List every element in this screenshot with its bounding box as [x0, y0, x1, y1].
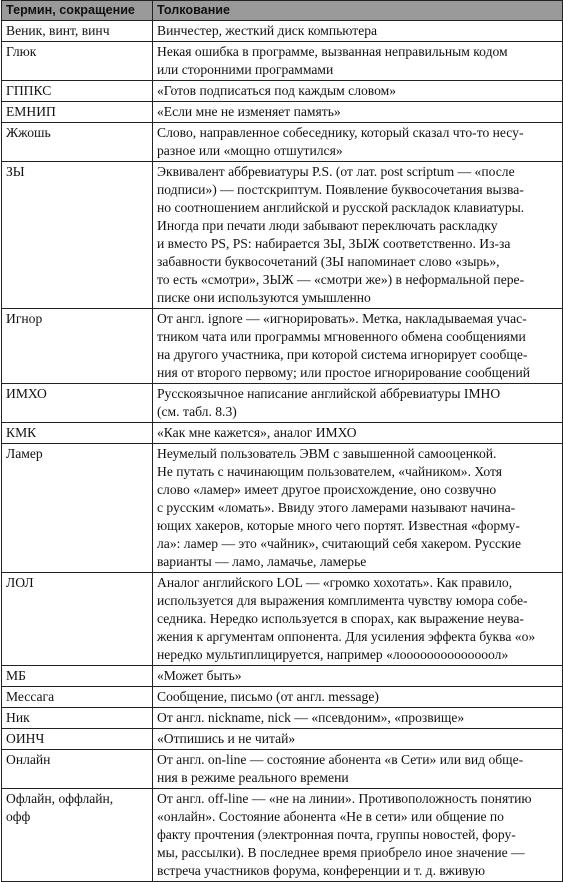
table-row	[2, 789, 563, 882]
definition-text: писке они используются умышленно	[157, 290, 371, 305]
table-row	[2, 123, 563, 162]
definition-cell	[153, 423, 563, 444]
term-cell	[2, 687, 153, 708]
table-row	[2, 102, 563, 123]
definition-text: слово «ламер» имеет другое происхождение, оно созвучно	[157, 482, 497, 497]
definition-text: Неумелый пользователь ЭВМ с завышенной самооценкой.	[157, 446, 497, 461]
term-cell	[2, 102, 153, 123]
table-row	[2, 708, 563, 729]
term-text: Ник	[6, 710, 30, 725]
definition-cell	[153, 573, 563, 666]
definition-cell	[153, 666, 563, 687]
table-row	[2, 81, 563, 102]
definition-text: ния от второго первому; или простое игнорирование сообщений	[157, 365, 531, 380]
definition-cell	[153, 81, 563, 102]
term-cell	[2, 42, 153, 81]
definition-text: мы, рассылки). В последнее время приобрело иное значение —	[157, 845, 525, 860]
term-text: Веник, винт, винч	[6, 23, 110, 38]
table-row	[2, 444, 563, 573]
definition-text: Слово, направленное собеседнику, который сказал что-то несу-	[157, 125, 524, 140]
table-row	[2, 666, 563, 687]
table-row	[2, 423, 563, 444]
term-cell	[2, 309, 153, 384]
definition-text: От англ. nickname, nick — «псевдоним», «прозвище»	[157, 710, 465, 725]
definition-cell	[153, 123, 563, 162]
definition-text: забавности буквосочетаний (ЗЫ напоминает слово «зырь»,	[157, 254, 500, 269]
definition-text: нередко мультиплицируется, например «лоооооооооооооол»	[157, 647, 509, 662]
term-text: офф	[6, 809, 31, 824]
definition-text: Эквивалент аббревиатуры P.S. (от лат. post scriptum — «после	[157, 164, 515, 179]
definition-text: факту прочтения (электронная почта, группы новостей, фору-	[157, 827, 516, 842]
definition-text: встреча участников форума, конференции и т. д. вживую	[157, 863, 485, 878]
term-cell	[2, 729, 153, 750]
term-text: Онлайн	[6, 752, 51, 767]
definition-text: Русскоязычное написание английской аббревиатуры IMHO	[157, 386, 501, 401]
definition-text: Аналог английского LOL — «громко хохотать». Как правило,	[157, 575, 513, 590]
term-text: Офлайн, оффлайн,	[6, 791, 114, 806]
term-text: ОИНЧ	[6, 731, 45, 746]
term-cell	[2, 573, 153, 666]
definition-text: то есть «смотри», ЗЫЖ — «смотри же») в неформальной пере-	[157, 272, 525, 287]
definition-text: используется для выражения комплимента чувству юмора собе-	[157, 593, 528, 608]
term-text: Глюк	[6, 44, 37, 59]
definition-cell	[153, 42, 563, 81]
term-text: ИМХО	[6, 386, 47, 401]
table-row	[2, 309, 563, 384]
definition-text: От англ. off-line — «не на линии». Противоположность понятию	[157, 791, 532, 806]
table-header-row	[2, 1, 563, 21]
term-text: Игнор	[6, 311, 43, 326]
definition-text: Иногда при печати люди забывают переключать раскладку	[157, 218, 498, 233]
definition-text: От англ. ignore — «игнорировать». Метка, накладываемая учас-	[157, 311, 527, 326]
definition-text: «Отпишись и не читай»	[157, 731, 296, 746]
definition-cell	[153, 789, 563, 882]
definition-text: тником чата или программы мгновенного обмена сообщениями	[157, 329, 526, 344]
definition-text: варианты — ламо, ламачье, ламерье	[157, 554, 367, 569]
definition-text: жения к аргументам оппонента. Для усиления эффекта буква «о»	[157, 629, 536, 644]
term-text: МБ	[6, 668, 26, 683]
definition-text: (см. табл. 8.3)	[157, 404, 237, 419]
definition-text: на другого участника, при которой система игнорирует сообще-	[157, 347, 528, 362]
table-row	[2, 750, 563, 789]
table-row	[2, 729, 563, 750]
definition-cell	[153, 162, 563, 309]
term-cell	[2, 384, 153, 423]
definition-text: с русским «ломать». Ввиду этого ламерами называют начина-	[157, 500, 516, 515]
header-definition: Толкование	[153, 1, 563, 21]
definition-text: «Как мне кажется», аналог ИМХО	[157, 425, 357, 440]
term-text: Ламер	[6, 446, 43, 461]
table-row	[2, 21, 563, 42]
table-row	[2, 687, 563, 708]
term-text: ЗЫ	[6, 164, 25, 179]
term-text: ЛОЛ	[6, 575, 34, 590]
definition-cell	[153, 729, 563, 750]
definition-cell	[153, 384, 563, 423]
table-row	[2, 162, 563, 309]
definition-cell	[153, 750, 563, 789]
term-text: КМК	[6, 425, 37, 440]
definition-cell	[153, 21, 563, 42]
term-text: ГППКС	[6, 83, 52, 98]
definition-text: «Может быть»	[157, 668, 242, 683]
term-cell	[2, 444, 153, 573]
definition-text: Некая ошибка в программе, вызванная неправильным кодом	[157, 44, 508, 59]
definition-text: Сообщение, письмо (от англ. message)	[157, 689, 379, 704]
definition-text: подписи») — постскриптум. Появление буквосочетания вызва-	[157, 182, 524, 197]
header-term: Термин, сокращение	[2, 1, 153, 21]
term-cell	[2, 21, 153, 42]
definition-text: ния в режиме реального времени	[157, 770, 349, 785]
terms-table	[1, 0, 563, 882]
table-row	[2, 42, 563, 81]
term-cell	[2, 708, 153, 729]
definition-text: Винчестер, жесткий диск компьютера	[157, 23, 378, 38]
definition-text: «Если мне не изменяет память»	[157, 104, 341, 119]
definition-text: Не путать с начинающим пользователем, «чайником». Хотя	[157, 464, 502, 479]
definition-text: «онлайн». Состояние абонента «Не в сети» или общение по	[157, 809, 504, 824]
term-cell	[2, 162, 153, 309]
definition-text: седника. Нередко используется в спорах, как выражение неува-	[157, 611, 524, 626]
table-row	[2, 384, 563, 423]
definition-text: «Готов подписаться под каждым словом»	[157, 83, 397, 98]
term-cell	[2, 123, 153, 162]
definition-text: но соотношением английской и русской раскладок клавиатуры.	[157, 200, 525, 215]
term-cell	[2, 81, 153, 102]
term-cell	[2, 789, 153, 882]
definition-text: ющих хакеров, которые много чего портят. Известная «форму-	[157, 518, 520, 533]
term-cell	[2, 666, 153, 687]
definition-cell	[153, 444, 563, 573]
term-cell	[2, 750, 153, 789]
definition-cell	[153, 102, 563, 123]
definition-cell	[153, 708, 563, 729]
definition-text: и вместо PS, PS: набирается ЗЫ, ЗЫЖ соответственно. Из-за	[157, 236, 511, 251]
definition-text: ла»: ламер — это «чайник», считающий себя хакером. Русские	[157, 536, 521, 551]
definition-text: или сторонними программами	[157, 62, 334, 77]
definition-text: От англ. on-line — состояние абонента «в Сети» или вид обще-	[157, 752, 524, 767]
definition-cell	[153, 309, 563, 384]
term-text: Жжошь	[6, 125, 51, 140]
table-row	[2, 573, 563, 666]
definition-text: разное или «мощно отшутился»	[157, 143, 343, 158]
definition-cell	[153, 687, 563, 708]
term-text: Мессага	[6, 689, 55, 704]
term-cell	[2, 423, 153, 444]
term-text: ЕМНИП	[6, 104, 56, 119]
